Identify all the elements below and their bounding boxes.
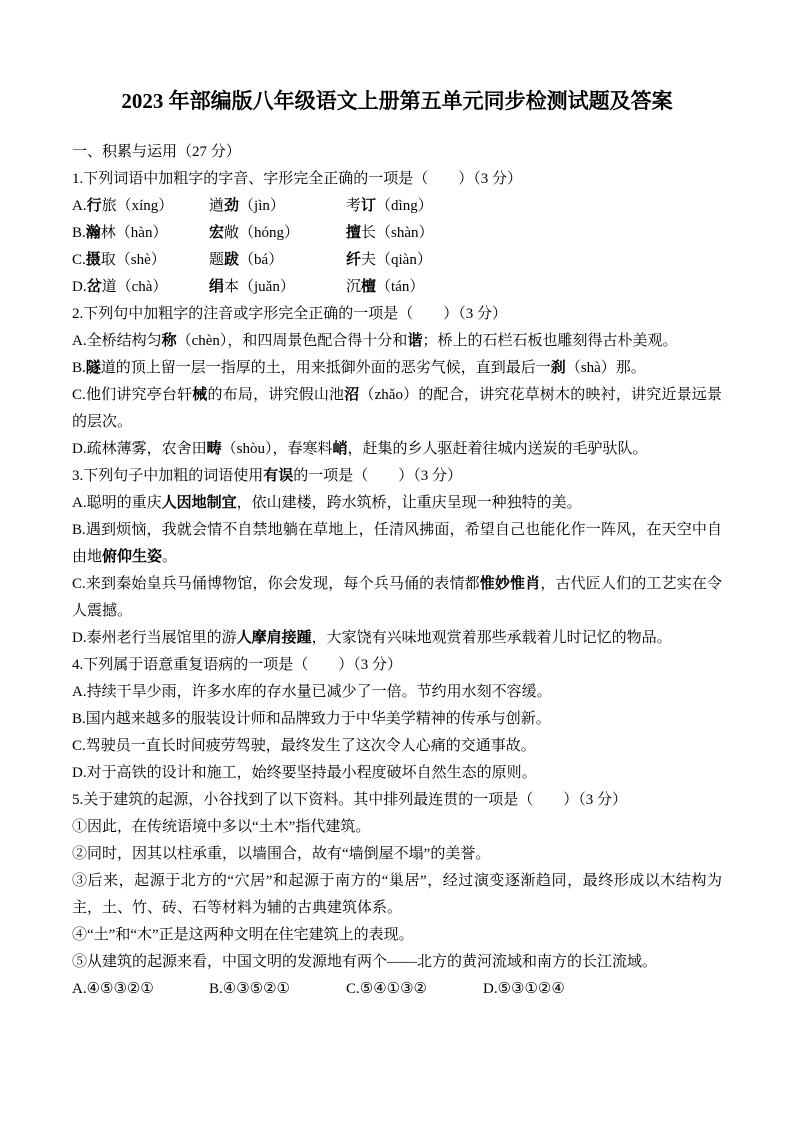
bold-text: 称 — [161, 333, 177, 349]
option-cell — [346, 220, 722, 247]
text: 道的顶上留一层一指厚的土，用来抵御外面的恶劣气候，直到最后一 — [100, 360, 551, 376]
question-2-option-a — [72, 328, 722, 355]
text: C.他们讲究亭台轩 — [72, 387, 193, 403]
option-cell — [346, 247, 722, 274]
text: 的一项是（ ）（3 分） — [293, 468, 463, 484]
section-heading — [72, 139, 722, 166]
question-4-option-b — [72, 706, 722, 733]
option-cell — [209, 247, 346, 274]
question-4-option-d — [72, 760, 722, 787]
text: ②同时，因其以柱承重，以墙围合，故有“墙倒屋不塌”的美誉。 — [72, 846, 491, 862]
question-5-sentence-2 — [72, 841, 722, 868]
text: C.⑤④①③② — [346, 981, 427, 997]
option-cell — [72, 274, 209, 301]
question-3-option-b — [72, 517, 722, 571]
text: ；桥上的石栏石板也雕刻得古朴美观。 — [422, 333, 678, 349]
text: 遒 — [209, 198, 225, 214]
question-5-stem — [72, 787, 722, 814]
bold-text: 谐 — [407, 333, 423, 349]
text: B. — [72, 225, 86, 241]
text: 的布局，讲究假山池 — [207, 387, 345, 403]
question-1-option-d — [72, 274, 722, 301]
text: 长（shàn） — [361, 225, 434, 241]
option-cell — [72, 220, 209, 247]
question-5-sentence-5 — [72, 949, 722, 976]
option-cell — [346, 976, 483, 1003]
text: （jìn） — [239, 198, 285, 214]
question-1-option-a — [72, 193, 722, 220]
option-cell — [483, 976, 722, 1003]
text: 2.下列句中加粗字的注音或字形完全正确的一项是（ ）（3 分） — [72, 306, 508, 322]
bold-text: 畴 — [206, 441, 222, 457]
text: （shòu），春寒料 — [221, 441, 333, 457]
document-body — [72, 139, 722, 1003]
text: B.国内越来越多的服装设计师和品牌致力于中华美学精神的传承与创新。 — [72, 711, 551, 727]
question-1-option-b — [72, 220, 722, 247]
text: D. — [72, 279, 87, 295]
text: A.聪明的重庆 — [72, 495, 162, 511]
text: 道（chà） — [101, 279, 168, 295]
page-title: 2023 年部编版八年级语文上册第五单元同步检测试题及答案 — [121, 89, 673, 113]
text: A.④⑤③②① — [72, 981, 154, 997]
text: 4.下列属于语意重复语病的一项是（ ）（3 分） — [72, 657, 403, 673]
bold-text: 惟妙惟肖 — [479, 576, 541, 592]
bold-text: 擅 — [346, 225, 362, 241]
text: 题 — [209, 252, 225, 268]
option-cell — [346, 193, 722, 220]
bold-text: 人摩肩接踵 — [236, 630, 312, 646]
bold-text: 械 — [192, 387, 208, 403]
option-cell — [209, 976, 346, 1003]
text: 敞（hóng） — [224, 225, 300, 241]
text: B. — [72, 360, 86, 376]
question-3-stem — [72, 463, 722, 490]
question-1-option-c — [72, 247, 722, 274]
question-2-stem — [72, 301, 722, 328]
text: ，赶集的乡人驱赶着往城内送炭的毛驴驮队。 — [347, 441, 648, 457]
text: （tán） — [376, 279, 425, 295]
bold-text: 俯仰生姿 — [102, 549, 163, 565]
text: ①因此，在传统语境中多以“土木”指代建筑。 — [72, 819, 371, 835]
text: 5.关于建筑的起源，小谷找到了以下资料。其中排列最连贯的一项是（ ）（3 分） — [72, 792, 628, 808]
option-cell — [72, 193, 209, 220]
option-cell — [72, 976, 209, 1003]
question-4-option-c — [72, 733, 722, 760]
text: B.遇到烦恼，我就会情不自禁地躺在草地上，任清风拂面，希望自己也能化作一阵风，在天空中自由地 — [72, 522, 722, 565]
text: A.持续干旱少雨，许多水库的存水量已减少了一倍。节约用水刻不容缓。 — [72, 684, 552, 700]
bold-text: 跋 — [224, 252, 240, 268]
text: C.驾驶员一直长时间疲劳驾驶，最终发生了这次令人心痛的交通事故。 — [72, 738, 536, 754]
question-2-option-c — [72, 382, 722, 436]
bold-text: 峭 — [332, 441, 348, 457]
bold-text: 行 — [86, 198, 102, 214]
text: A.全桥结构匀 — [72, 333, 162, 349]
text: （bá） — [239, 252, 284, 268]
text: 本（juǎn） — [224, 279, 295, 295]
bold-text: 纤 — [346, 252, 362, 268]
text: 旅（xíng） — [101, 198, 174, 214]
text: （zhǎo）的配合，讲究花草树木的映衬，讲究近景远景的层次。 — [72, 387, 722, 430]
text: （dìng） — [376, 198, 433, 214]
bold-text: 宏 — [209, 225, 225, 241]
text: D.⑤③①②④ — [483, 981, 565, 997]
text: 1.下列词语中加粗字的字音、字形完全正确的一项是（ ）（3 分） — [72, 171, 523, 187]
option-cell — [346, 274, 722, 301]
text: ，依山建楼，跨水筑桥，让重庆呈现一种独特的美。 — [236, 495, 582, 511]
bold-text: 有误 — [263, 468, 294, 484]
bold-text: 刹 — [550, 360, 566, 376]
bold-text: 人因地制宜 — [161, 495, 237, 511]
text: D.泰州老行当展馆里的游 — [72, 630, 237, 646]
text: D.疏林薄雾，农舍田 — [72, 441, 207, 457]
text: 。 — [162, 549, 178, 565]
bold-text: 劲 — [224, 198, 240, 214]
text: ，古代匠人们的工艺实在令人震撼。 — [72, 576, 722, 619]
text: 一、积累与运用（27 分） — [72, 144, 241, 160]
question-3-option-d — [72, 625, 722, 652]
text: A. — [72, 198, 87, 214]
option-cell — [72, 247, 209, 274]
bold-text: 订 — [361, 198, 377, 214]
question-4-stem — [72, 652, 722, 679]
text: ③后来，起源于北方的“穴居”和起源于南方的“巢居”，经过演变逐渐趋同，最终形成以木结构为主，土、竹、砖、石等材料为辅的古典建筑体系。 — [72, 873, 722, 916]
text: （shà）那。 — [565, 360, 646, 376]
text: B.④③⑤②① — [209, 981, 290, 997]
bold-text: 绢 — [209, 279, 225, 295]
option-cell — [209, 193, 346, 220]
text: ④“土”和“木”正是这两种文明在住宅建筑上的表现。 — [72, 927, 414, 943]
bold-text: 檀 — [361, 279, 377, 295]
question-5-answer-options — [72, 976, 722, 1003]
text: ⑤从建筑的起源来看，中国文明的发源地有两个——北方的黄河流域和南方的长江流域。 — [72, 954, 658, 970]
text: D.对于高铁的设计和施工，始终要坚持最小程度破坏自然生态的原则。 — [72, 765, 537, 781]
option-cell — [209, 220, 346, 247]
question-5-sentence-1 — [72, 814, 722, 841]
question-5-sentence-4 — [72, 922, 722, 949]
text: 取（shè） — [100, 252, 166, 268]
text: 沉 — [346, 279, 362, 295]
text: 林（hàn） — [100, 225, 168, 241]
bold-text: 摄 — [85, 252, 101, 268]
question-4-option-a — [72, 679, 722, 706]
text: 考 — [346, 198, 362, 214]
question-3-option-c — [72, 571, 722, 625]
text: 3.下列句子中加粗的词语使用 — [72, 468, 264, 484]
bold-text: 岔 — [86, 279, 102, 295]
bold-text: 沼 — [344, 387, 360, 403]
question-5-sentence-3 — [72, 868, 722, 922]
text: （chèn），和四周景色配合得十分和 — [176, 333, 408, 349]
option-cell — [209, 274, 346, 301]
bold-text: 隧 — [85, 360, 101, 376]
text: C.来到秦始皇兵马俑博物馆，你会发现，每个兵马俑的表情都 — [72, 576, 480, 592]
text: ，大家饶有兴味地观赏着那些承载着儿时记忆的物品。 — [311, 630, 672, 646]
question-3-option-a — [72, 490, 722, 517]
bold-text: 瀚 — [85, 225, 101, 241]
question-2-option-b — [72, 355, 722, 382]
question-2-option-d — [72, 436, 722, 463]
text: 夫（qiàn） — [361, 252, 432, 268]
text: C. — [72, 252, 86, 268]
question-1-stem — [72, 166, 722, 193]
